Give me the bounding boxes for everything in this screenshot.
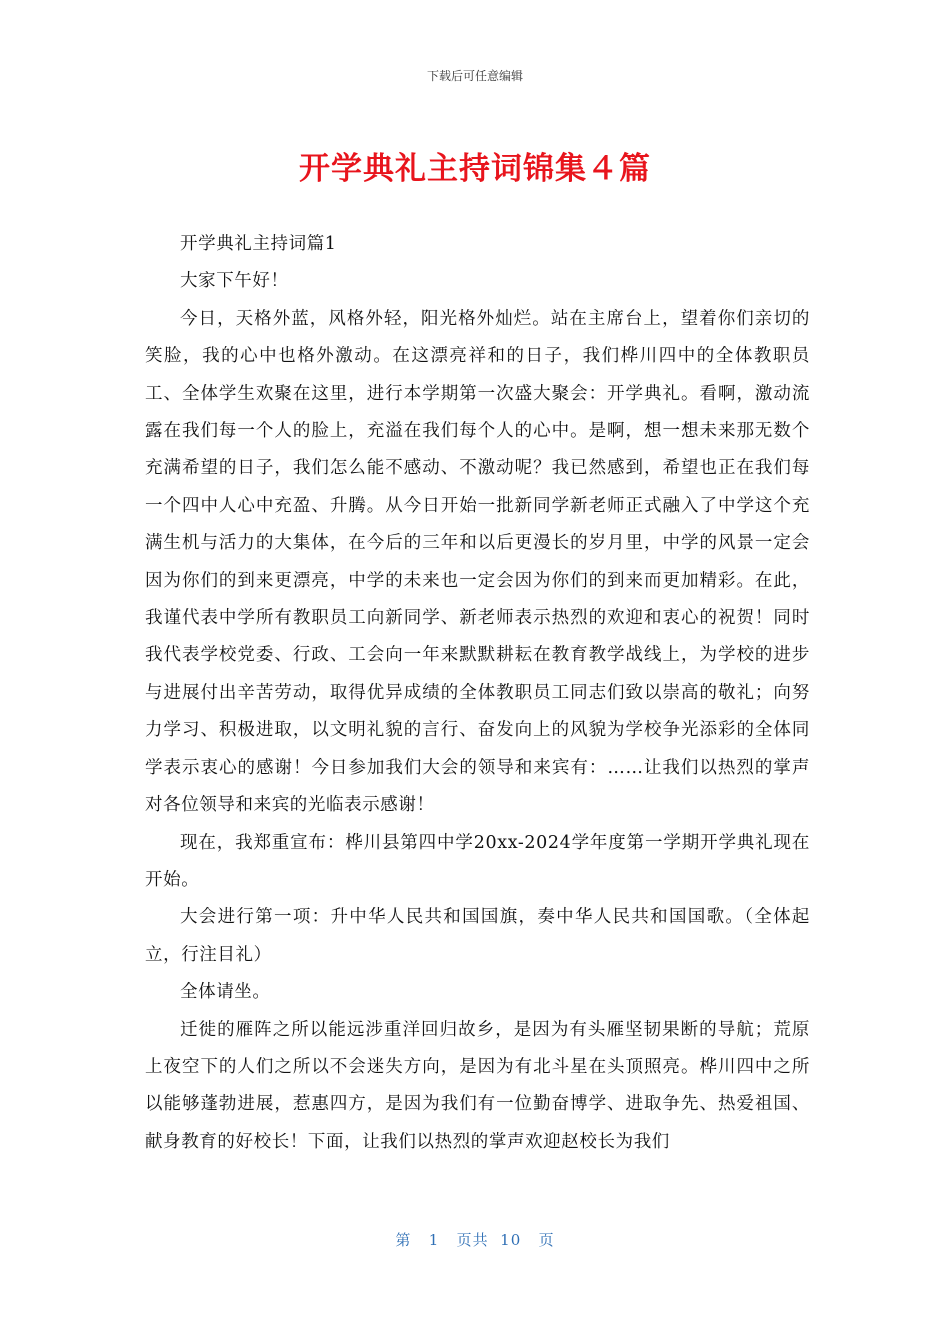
header-note: 下载后可任意编辑 <box>426 69 523 83</box>
footer-suffix: 页 <box>538 1231 555 1249</box>
document-body <box>145 226 810 1161</box>
footer-middle: 页共 <box>456 1231 489 1249</box>
footer-current-page: 1 <box>428 1231 440 1249</box>
footer-total-pages: 10 <box>500 1231 522 1249</box>
page-footer <box>0 1229 950 1250</box>
body-paragraph: 今日，天格外蓝，风格外轻，阳光格外灿烂。站在主席台上，望着你们亲切的笑脸，我的心中也格外激动。在这漂亮祥和的日子，我们桦川四中的全体教职员工、全体学生欢聚在这里，进行本学期第一次盛大聚会：开学典礼。看啊，激动流露在我们每一个人的脸上，充溢在我们每个人的心中。是啊，想一想未来那无数个充满希望的日子，我们怎么能不感动、不激动呢？我已然感到，希望也正在我们每一个四中人心中充盈、升腾。从今日开始一批新同学新老师正式融入了中学这个充满生机与活力的大集体，在今后的三年和以后更漫长的岁月里，中学的风景一定会因为你们的到来更漂亮，中学的未来也一定会因为你们的到来而更加精彩。在此，我谨代表中学所有教职员工向新同学、新老师表示热烈的欢迎和衷心的祝贺！同时我代表学校党委、行政、工会向一年来默默耕耘在教育教学战线上，为学校的进步与进展付出辛苦劳动，取得优异成绩的全体教职员工同志们致以崇高的敬礼；向努力学习、积极进取，以文明礼貌的言行、奋发向上的风貌为学校争光添彩的全体同学表示衷心的感谢！今日参加我们大会的领导和来宾有：……让我们以热烈的掌声对各位领导和来宾的光临表示感谢！ <box>145 308 810 816</box>
body-paragraph: 现在，我郑重宣布：桦川县第四中学20xx-2024学年度第一学期开学典礼现在开始。 <box>145 832 810 890</box>
greeting-paragraph: 大家下午好！ <box>180 271 289 292</box>
body-paragraph: 迁徙的雁阵之所以能远涉重洋回归故乡，是因为有头雁坚韧果断的导航；荒原上夜空下的人们之所以不会迷失方向，是因为有北斗星在头顶照亮。桦川四中之所以能够蓬勃进展，惹惠四方，是因为我们有一位勤奋博学、进取争先、热爱祖国、献身教育的好校长！下面，让我们以热烈的掌声欢迎赵校长为我们 <box>145 1019 810 1152</box>
body-paragraph: 全体请坐。 <box>180 982 271 1003</box>
section-heading: 开学典礼主持词篇1 <box>180 234 337 254</box>
body-paragraph: 大会进行第一项：升中华人民共和国国旗，奏中华人民共和国国歌。（全体起立，行注目礼） <box>145 907 810 965</box>
document-title: 开学典礼主持词锦集４篇 <box>299 151 651 187</box>
footer-prefix: 第 <box>395 1231 412 1249</box>
